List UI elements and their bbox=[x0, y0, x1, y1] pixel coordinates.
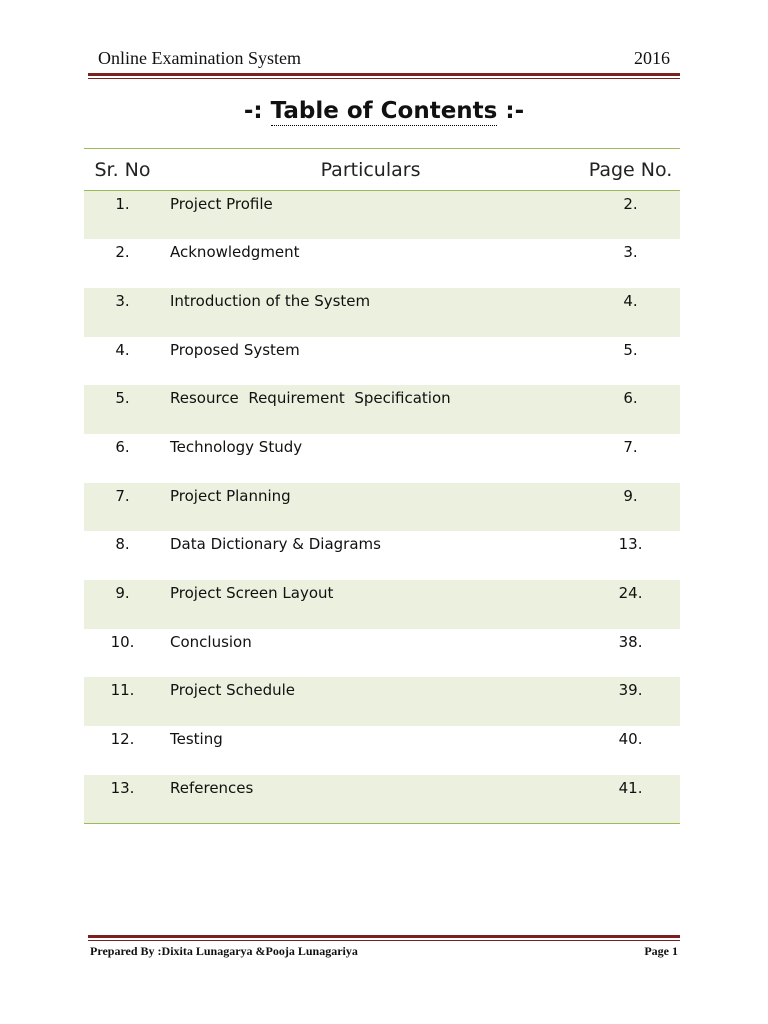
row-sr-no: 5. bbox=[84, 385, 161, 434]
toc-row bbox=[84, 726, 680, 775]
row-page-no: 2. bbox=[581, 191, 680, 240]
toc-heading-prefix: -: bbox=[243, 98, 263, 124]
row-particular: Introduction of the System bbox=[161, 288, 581, 337]
footer-rule-thin bbox=[88, 940, 680, 941]
page-header bbox=[88, 48, 680, 72]
row-sr-no: 1. bbox=[84, 191, 161, 240]
row-particular: Technology Study bbox=[170, 437, 303, 456]
row-sr-no: 2. bbox=[115, 243, 130, 262]
row-sr-no: 9. bbox=[84, 580, 161, 629]
row-particular: Project Profile bbox=[161, 191, 581, 240]
toc-row bbox=[84, 580, 680, 629]
row-sr-no: 10. bbox=[110, 632, 135, 651]
toc-row bbox=[84, 239, 680, 288]
row-sr-no: 3. bbox=[84, 288, 161, 337]
row-page-no: 39. bbox=[581, 677, 680, 726]
row-page-no: 3. bbox=[623, 243, 638, 262]
row-page-no: 5. bbox=[623, 340, 638, 359]
row-particular: Project Screen Layout bbox=[161, 580, 581, 629]
row-page-no: 38. bbox=[618, 632, 643, 651]
toc-row bbox=[84, 434, 680, 483]
row-sr-no: 7. bbox=[84, 483, 161, 532]
row-particular: Acknowledgment bbox=[170, 243, 300, 262]
toc-row bbox=[84, 677, 680, 726]
toc-row bbox=[84, 288, 680, 337]
toc-row bbox=[84, 483, 680, 532]
row-page-no: 7. bbox=[623, 437, 638, 456]
row-particular: Project Schedule bbox=[161, 677, 581, 726]
row-particular: Conclusion bbox=[170, 632, 252, 651]
column-header-sr-no: Sr. No bbox=[84, 149, 161, 191]
row-sr-no: 11. bbox=[84, 677, 161, 726]
toc-heading bbox=[0, 98, 768, 124]
footer-page-number: Page 1 bbox=[644, 944, 678, 958]
toc-row bbox=[84, 629, 680, 678]
header-rule bbox=[88, 73, 680, 76]
row-particular: Testing bbox=[170, 730, 223, 749]
toc-table bbox=[84, 148, 680, 824]
toc-heading-suffix: :- bbox=[505, 98, 525, 124]
row-sr-no: 12. bbox=[110, 730, 135, 749]
toc-heading-text: Table of Contents bbox=[270, 98, 498, 124]
row-page-no: 6. bbox=[581, 385, 680, 434]
document-year: 2016 bbox=[634, 48, 670, 68]
document-title: Online Examination System bbox=[98, 48, 301, 68]
column-header-particulars: Particulars bbox=[161, 149, 581, 191]
row-particular: Data Dictionary & Diagrams bbox=[170, 535, 381, 554]
toc-row bbox=[84, 385, 680, 434]
toc-row bbox=[84, 531, 680, 580]
row-page-no: 13. bbox=[618, 535, 643, 554]
toc-header-row bbox=[84, 149, 680, 191]
row-particular: Project Planning bbox=[161, 483, 581, 532]
row-sr-no: 4. bbox=[115, 340, 130, 359]
row-particular: Resource Requirement Specification bbox=[161, 385, 581, 434]
row-sr-no: 8. bbox=[115, 535, 130, 554]
toc-row bbox=[84, 337, 680, 386]
row-page-no: 41. bbox=[581, 775, 680, 824]
row-sr-no: 6. bbox=[115, 437, 130, 456]
row-page-no: 9. bbox=[581, 483, 680, 532]
column-header-page-no: Page No. bbox=[581, 149, 680, 191]
toc-row bbox=[84, 191, 680, 240]
row-page-no: 40. bbox=[618, 730, 643, 749]
header-rule-thin bbox=[88, 78, 680, 79]
row-particular: References bbox=[161, 775, 581, 824]
footer-prepared-by: Prepared By :Dixita Lunagarya &Pooja Lunagariya bbox=[90, 944, 358, 958]
row-page-no: 4. bbox=[581, 288, 680, 337]
row-sr-no: 13. bbox=[84, 775, 161, 824]
toc-row bbox=[84, 775, 680, 824]
row-particular: Proposed System bbox=[170, 340, 300, 359]
row-page-no: 24. bbox=[581, 580, 680, 629]
footer-rule bbox=[88, 935, 680, 938]
